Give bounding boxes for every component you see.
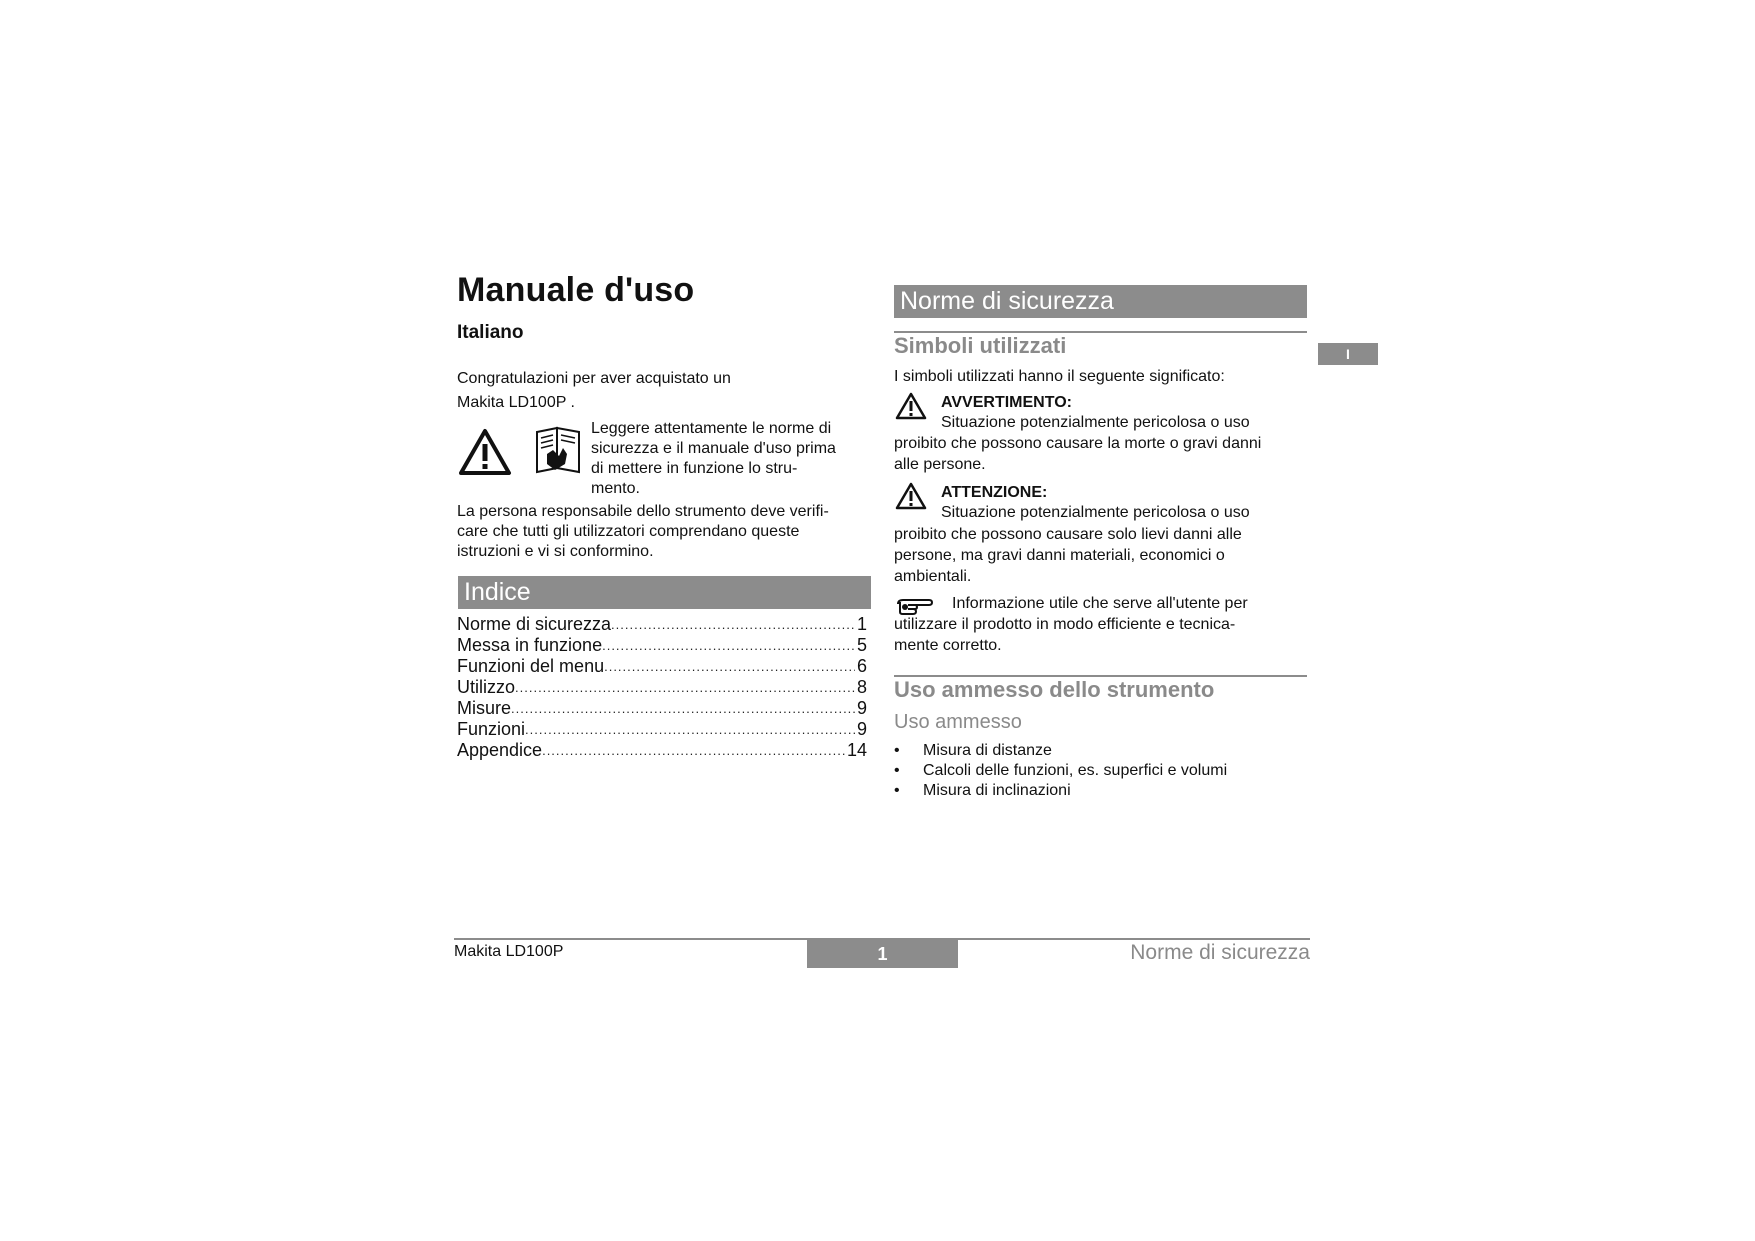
- toc-item[interactable]: [457, 614, 867, 635]
- toc-item[interactable]: [457, 719, 867, 740]
- read-notice: [591, 419, 881, 499]
- toc-label: Messa in funzione: [457, 635, 603, 655]
- bullet-icon: •: [894, 782, 900, 799]
- responsible-line: istruzioni e vi si conformino.: [457, 543, 654, 560]
- safety-heading: Norme di sicurezza: [894, 285, 1307, 318]
- toc-item[interactable]: [457, 677, 867, 698]
- responsible-paragraph: [457, 502, 877, 562]
- toc-label: Misure: [457, 698, 512, 718]
- footer-product: Makita LD100P: [454, 943, 564, 960]
- warning-line: alle persone.: [894, 456, 986, 473]
- intro-text: [457, 367, 870, 415]
- symbols-heading: Simboli utilizzati: [894, 333, 1067, 358]
- toc-label: Funzioni: [457, 719, 526, 739]
- intro-line-2: Makita LD100P .: [457, 394, 575, 411]
- page-title: Manuale d'uso: [457, 271, 695, 309]
- caution-line: proibito che possono causare solo lievi danni alle: [894, 526, 1242, 543]
- read-manual-icon: [533, 424, 585, 474]
- caution-title: ATTENZIONE:: [941, 484, 1048, 501]
- responsible-line: care che tutti gli utilizzatori comprendano queste: [457, 523, 800, 540]
- list-item: • Misura di distanze: [894, 742, 1052, 759]
- index-heading: Indice: [458, 576, 871, 609]
- read-notice-line: Leggere attentamente le norme di: [591, 420, 832, 437]
- warning-text: [894, 434, 1314, 475]
- toc-item[interactable]: [457, 698, 867, 719]
- toc-label: Appendice: [457, 740, 543, 760]
- responsible-line: La persona responsabile dello strumento deve verifi-: [457, 503, 829, 520]
- symbols-intro: I simboli utilizzati hanno il seguente significato:: [894, 368, 1225, 385]
- bullet-icon: •: [894, 762, 900, 779]
- pointing-hand-icon: [895, 596, 935, 616]
- read-notice-line: di mettere in funzione lo stru-: [591, 460, 798, 477]
- caution-line: persone, ma gravi danni materiali, economici o: [894, 547, 1225, 564]
- info-line: utilizzare il prodotto in modo efficiente e tecnica-: [894, 616, 1236, 633]
- info-text: [894, 614, 1314, 656]
- toc-page: 1: [856, 614, 867, 634]
- footer-page-number: 1: [807, 940, 958, 968]
- language-label: Italiano: [457, 322, 524, 343]
- left-column: [457, 268, 870, 344]
- toc-label: Norme di sicurezza: [457, 614, 612, 634]
- use-subheading: Uso ammesso: [894, 711, 1022, 733]
- toc-item[interactable]: [457, 635, 867, 656]
- intro-line-1: Congratulazioni per aver acquistato un: [457, 370, 731, 387]
- caution-icon: [895, 482, 927, 510]
- footer-section: Norme di sicurezza: [1130, 941, 1310, 964]
- read-notice-line: mento.: [591, 480, 640, 497]
- toc-label: Funzioni del menu: [457, 656, 605, 676]
- toc-page: 6: [856, 656, 867, 676]
- language-tab: I: [1318, 343, 1378, 365]
- list-item: • Calcoli delle funzioni, es. superfici e volumi: [894, 762, 1228, 779]
- toc-page: 14: [846, 740, 867, 760]
- info-line: mente corretto.: [894, 637, 1002, 654]
- warning-icon: [895, 392, 927, 420]
- read-notice-line: sicurezza e il manuale d'uso prima: [591, 440, 836, 457]
- warning-title: AVVERTIMENTO:: [941, 394, 1072, 411]
- info-line: Informazione utile che serve all'utente per: [952, 595, 1248, 612]
- toc-page: 5: [856, 635, 867, 655]
- toc-item[interactable]: [457, 656, 867, 677]
- caution-line: Situazione potenzialmente pericolosa o uso: [941, 504, 1250, 521]
- toc-page: 9: [856, 719, 867, 739]
- use-list: [894, 741, 1314, 801]
- toc-item[interactable]: [457, 740, 867, 761]
- toc-label: Utilizzo: [457, 677, 516, 697]
- warning-line: proibito che possono causare la morte o gravi danni: [894, 435, 1262, 452]
- warning-line: Situazione potenzialmente pericolosa o uso: [941, 414, 1250, 431]
- toc-page: 9: [856, 698, 867, 718]
- toc-page: 8: [856, 677, 867, 697]
- list-item: • Misura di inclinazioni: [894, 782, 1071, 799]
- caution-text: [894, 524, 1314, 587]
- warning-triangle-icon: [458, 428, 512, 476]
- caution-line: ambientali.: [894, 568, 972, 585]
- table-of-contents: [457, 614, 867, 761]
- use-heading: Uso ammesso dello strumento: [894, 677, 1215, 702]
- bullet-icon: •: [894, 742, 900, 759]
